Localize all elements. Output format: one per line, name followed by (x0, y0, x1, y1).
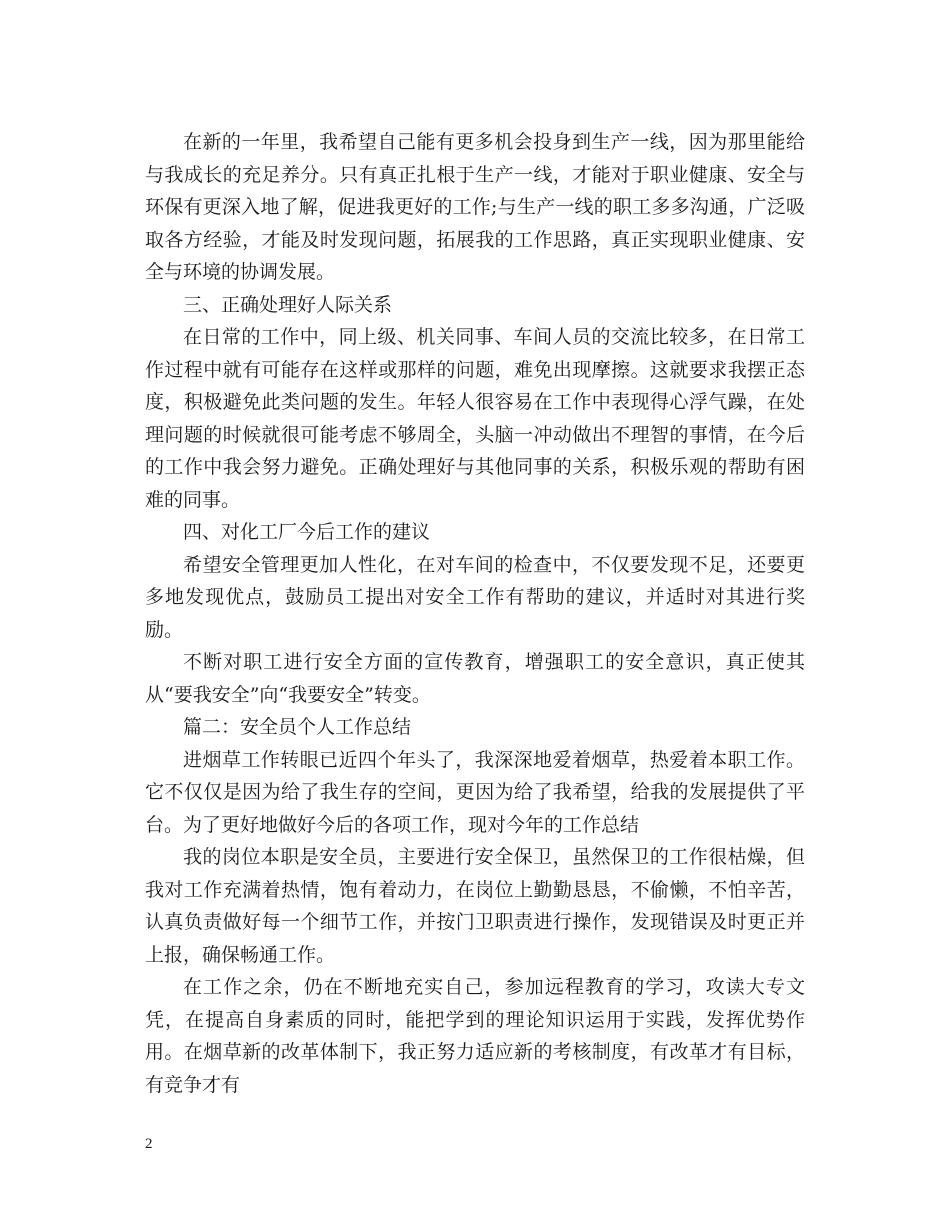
page-number: 2 (145, 1136, 153, 1152)
section-heading: 四、对化工厂今后工作的建议 (183, 521, 431, 543)
section-heading: 篇二：安全员个人工作总结 (183, 716, 412, 738)
section-heading: 三、正确处理好人际关系 (183, 293, 393, 316)
paragraph: 在新的一年里，我希望自己能有更多机会投身到生产一线，因为那里能给与我成长的充足养分。只有真正扎根于生产一线，才能对于职业健康、安全与环保有更深入地了解，促进我更好的工作;与生产一线的职工多多沟通，广泛吸取各方经验，才能及时发现问题，拓展我的工作思路，真正实现职业健康、安全与环境的协调发展。 (145, 131, 805, 283)
paragraph: 不断对职工进行安全方面的宣传教育，增强职工的安全意识，真正使其从“要我安全”向“我要安全”转变。 (145, 651, 805, 706)
paragraph: 希望安全管理更加人性化，在对车间的检查中，不仅要发现不足，还要更多地发现优点，鼓励员工提出对安全工作有帮助的建议，并适时对其进行奖励。 (145, 553, 805, 641)
paragraph: 在工作之余，仍在不断地充实自己，参加远程教育的学习，攻读大专文凭，在提高自身素质的同时，能把学到的理论知识运用于实践，发挥优势作用。在烟草新的改革体制下，我正努力适应新的考核制度，有改革才有目标，有竞争才有 (145, 976, 805, 1096)
paragraph: 我的岗位本职是安全员，主要进行安全保卫，虽然保卫的工作很枯燥，但我对工作充满着热情，饱有着动力，在岗位上勤勤恳恳，不偷懒，不怕辛苦，认真负责做好每一个细节工作，并按门卫职责进行操作，发现错误及时更正并上报，确保畅通工作。 (145, 846, 805, 966)
paragraph: 在日常的工作中，同上级、机关同事、车间人员的交流比较多，在日常工作过程中就有可能存在这样或那样的问题，难免出现摩擦。这就要求我摆正态度，积极避免此类问题的发生。年轻人很容易在工作中表现得心浮气躁，在处理问题的时候就很可能考虑不够周全，头脑一冲动做出不理智的事情，在今后的工作中我会努力避免。正确处理好与其他同事的关系，积极乐观的帮助有困难的同事。 (145, 326, 805, 511)
document-body (145, 126, 805, 1101)
paragraph: 进烟草工作转眼已近四个年头了，我深深地爱着烟草，热爱着本职工作。它不仅仅是因为给了我生存的空间，更因为给了我希望，给我的发展提供了平台。为了更好地做好今后的各项工作，现对今年的工作总结 (145, 748, 805, 836)
